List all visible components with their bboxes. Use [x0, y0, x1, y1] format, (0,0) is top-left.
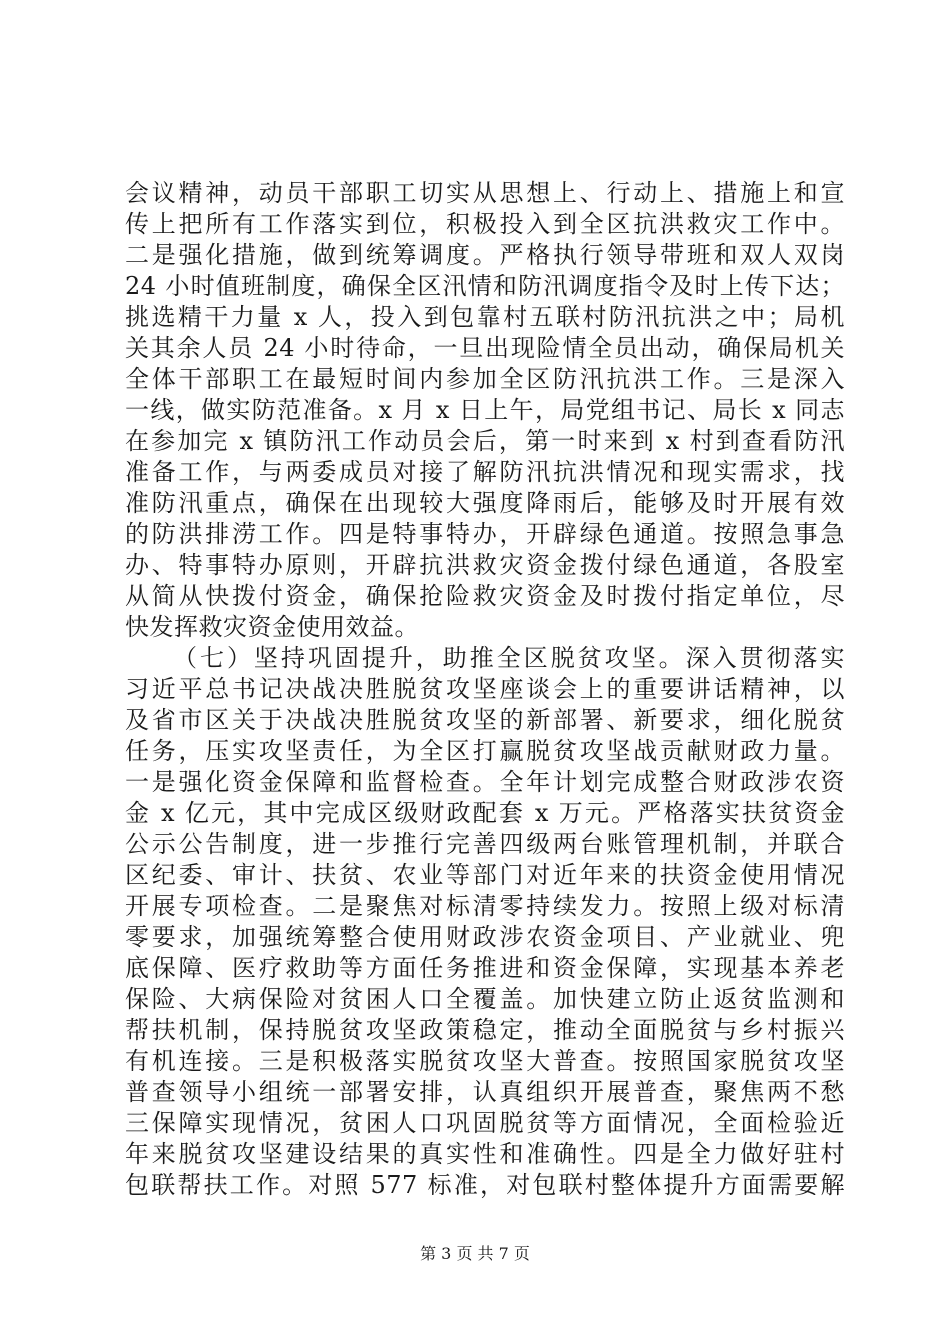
text-line: 二是强化措施，做到统筹调度。严格执行领导带班和双人双岗 — [125, 241, 845, 269]
text-line: 24 小时值班制度，确保全区汛情和防汛调度指令及时上传下达； — [125, 272, 845, 300]
text-line: 全体干部职工在最短时间内参加全区防汛抗洪工作。三是深入 — [125, 365, 845, 393]
text-line: 零要求，加强统筹整合使用财政涉农资金项目、产业就业、兜 — [125, 923, 845, 951]
text-line: 从简从快拨付资金，确保抢险救灾资金及时拨付指定单位，尽 — [125, 582, 845, 610]
text-line: 金 x 亿元，其中完成区级财政配套 x 万元。严格落实扶贫资金 — [125, 799, 845, 827]
text-line: 年来脱贫攻坚建设结果的真实性和准确性。四是全力做好驻村 — [125, 1140, 845, 1168]
text-line: 的防洪排涝工作。四是特事特办，开辟绿色通道。按照急事急 — [125, 520, 845, 548]
text-line: 快发挥救灾资金使用效益。 — [125, 613, 419, 641]
body-text — [125, 178, 845, 1201]
text-line: 习近平总书记决战决胜脱贫攻坚座谈会上的重要讲话精神，以 — [125, 675, 845, 703]
text-line: 开展专项检查。二是聚焦对标清零持续发力。按照上级对标清 — [125, 892, 845, 920]
text-line: 普查领导小组统一部署安排，认真组织开展普查，聚焦两不愁 — [125, 1078, 845, 1106]
text-line: 关其余人员 24 小时待命，一旦出现险情全员出动，确保局机关 — [125, 334, 845, 362]
text-line: 一线，做实防范准备。x 月 x 日上午，局党组书记、局长 x 同志 — [125, 396, 845, 424]
text-line: 三保障实现情况，贫困人口巩固脱贫等方面情况，全面检验近 — [125, 1109, 845, 1137]
text-line: 保险、大病保险对贫困人口全覆盖。加快建立防止返贫监测和 — [125, 985, 845, 1013]
text-line: 公示公告制度，进一步推行完善四级两台账管理机制，并联合 — [125, 830, 845, 858]
text-line: 有机连接。三是积极落实脱贫攻坚大普查。按照国家脱贫攻坚 — [125, 1047, 845, 1075]
page-number-footer: 第 3 页 共 7 页 — [420, 1244, 530, 1263]
text-line: 及省市区关于决战决胜脱贫攻坚的新部署、新要求，细化脱贫 — [125, 706, 845, 734]
section-heading-line: （七）坚持巩固提升，助推全区脱贫攻坚。深入贯彻落实 — [173, 644, 845, 672]
text-line: 底保障、医疗救助等方面任务推进和资金保障，实现基本养老 — [125, 954, 845, 982]
text-line: 包联帮扶工作。对照 577 标准，对包联村整体提升方面需要解 — [125, 1171, 845, 1199]
text-line: 任务，压实攻坚责任，为全区打赢脱贫攻坚战贡献财政力量。 — [125, 737, 845, 765]
text-line: 帮扶机制，保持脱贫攻坚政策稳定，推动全面脱贫与乡村振兴 — [125, 1016, 845, 1044]
text-line: 办、特事特办原则，开辟抗洪救灾资金拨付绿色通道，各股室 — [125, 551, 845, 579]
text-line: 传上把所有工作落实到位，积极投入到全区抗洪救灾工作中。 — [125, 210, 845, 238]
text-line: 挑选精干力量 x 人，投入到包靠村五联村防汛抗洪之中；局机 — [125, 303, 845, 331]
text-line: 准备工作，与两委成员对接了解防汛抗洪情况和现实需求，找 — [125, 458, 845, 486]
text-line: 准防汛重点，确保在出现较大强度降雨后，能够及时开展有效 — [125, 489, 845, 517]
text-line: 在参加完 x 镇防汛工作动员会后，第一时来到 x 村到查看防汛 — [125, 427, 845, 455]
text-line: 一是强化资金保障和监督检查。全年计划完成整合财政涉农资 — [125, 768, 845, 796]
text-line: 会议精神，动员干部职工切实从思想上、行动上、措施上和宣 — [125, 179, 845, 207]
text-line: 区纪委、审计、扶贫、农业等部门对近年来的扶资金使用情况 — [125, 861, 845, 889]
